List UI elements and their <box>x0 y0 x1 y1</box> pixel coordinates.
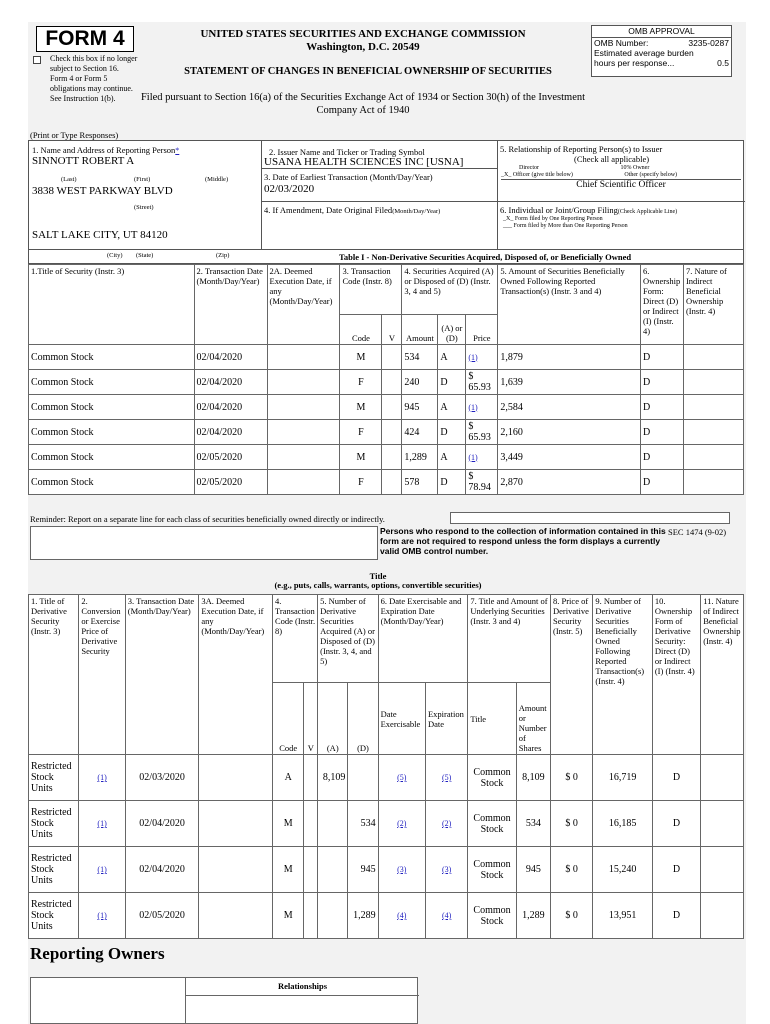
amendment-date-format: (Month/Day/Year) <box>392 208 441 215</box>
t2-price: $ 0 <box>551 847 593 893</box>
t2-owned: 15,240 <box>593 847 652 893</box>
other-option: Other (specify below) <box>624 172 678 178</box>
footnote-link[interactable]: (4) <box>397 911 407 920</box>
table-row <box>29 893 744 939</box>
t1-owned: 1,639 <box>498 370 641 395</box>
t2-price: $ 0 <box>551 755 593 801</box>
t1-col-deemed: 2A. Deemed Execution Date, if any (Month/Day/Year) <box>267 265 340 345</box>
sec-form-code: SEC 1474 (9-02) <box>668 527 727 537</box>
t1-code: M <box>340 445 382 470</box>
omb-hours: 0.5 <box>717 58 729 68</box>
t2-deemed <box>199 847 273 893</box>
t2-price: $ 0 <box>551 801 593 847</box>
t2-code: M <box>272 847 304 893</box>
agency-name: UNITED STATES SECURITIES AND EXCHANGE COMMISSION <box>200 28 526 40</box>
t1-owned: 2,160 <box>498 420 641 445</box>
t1-owned: 2,870 <box>498 470 641 495</box>
footnote-link[interactable]: (3) <box>441 865 452 874</box>
t1-form: D <box>640 445 683 470</box>
issuer-name: USANA HEALTH SCIENCES INC [USNA] <box>264 156 464 168</box>
t1-nature <box>683 445 743 470</box>
t1-amount: 240 <box>402 370 438 395</box>
filing-type-label: 6. Individual or Joint/Group Filing <box>500 205 618 215</box>
t2-a <box>318 801 348 847</box>
t2-dex <box>378 755 425 801</box>
t2-d: 945 <box>348 847 378 893</box>
officer-title: Chief Scientific Officer <box>501 179 741 190</box>
t1-price <box>466 345 498 370</box>
t2-utitle: Common Stock <box>468 847 516 893</box>
amendment-label: 4. If Amendment, Date Original Filed <box>264 205 393 215</box>
t2-price: $ 0 <box>551 893 593 939</box>
t1-code: M <box>340 345 382 370</box>
t1-form: D <box>640 370 683 395</box>
t1-col-nature: 7. Nature of Indirect Beneficial Ownership (Instr. 4) <box>683 265 743 345</box>
t2-date: 02/04/2020 <box>125 847 199 893</box>
statement-title: STATEMENT OF CHANGES IN BENEFICIAL OWNERSHIP OF SECURITIES <box>184 66 552 77</box>
t2-code: M <box>272 801 304 847</box>
t2-nature <box>701 801 744 847</box>
t1-price: $ 65.93 <box>466 370 498 395</box>
price-footnote-link[interactable]: (1) <box>468 352 478 362</box>
table-row <box>29 395 744 420</box>
t1-nature <box>683 470 743 495</box>
table2-title: Title <box>369 571 387 581</box>
footnote-link[interactable]: (5) <box>441 773 452 782</box>
t2-col-title: 1. Title of Derivative Security (Instr. 3) <box>29 595 79 755</box>
table-row <box>29 345 744 370</box>
t1-sub-aord: (A) or (D) <box>438 315 466 345</box>
t2-col-form: 10. Ownership Form of Derivative Security: Direct (D) or Indirect (I) (Instr. 4) <box>652 595 700 755</box>
table-row <box>29 370 744 395</box>
earliest-date-label: 3. Date of Earliest Transaction (Month/Day/Year) <box>264 172 433 182</box>
t1-code: M <box>340 395 382 420</box>
t1-deemed <box>267 420 340 445</box>
print-type-note: (Print or Type Responses) <box>30 130 119 140</box>
t2-sub-v: V <box>304 683 318 755</box>
t2-d <box>348 755 378 801</box>
t1-code: F <box>340 420 382 445</box>
t2-sub-exp: Expiration Date <box>425 683 467 755</box>
relationships-header: Relationships <box>277 981 328 991</box>
t2-owned: 16,719 <box>593 755 652 801</box>
table1-title: Table I - Non-Derivative Securities Acquired, Disposed of, or Beneficially Owned <box>339 252 632 262</box>
relationship-check-note: (Check all applicable) <box>574 154 650 164</box>
t2-a <box>318 893 348 939</box>
t1-title: Common Stock <box>29 395 195 420</box>
derivative-table <box>28 594 744 939</box>
t1-title: Common Stock <box>29 420 195 445</box>
t2-a <box>318 847 348 893</box>
omb-title: OMB APPROVAL <box>592 26 731 38</box>
t1-code: F <box>340 370 382 395</box>
t1-form: D <box>640 420 683 445</box>
t2-form: D <box>652 755 700 801</box>
t2-utitle: Common Stock <box>468 801 516 847</box>
form-page <box>28 22 746 1024</box>
t1-v <box>382 345 402 370</box>
footnote-link[interactable]: (1) <box>97 911 107 920</box>
t2-deemed <box>199 893 273 939</box>
t2-v <box>304 847 318 893</box>
t1-nature <box>683 370 743 395</box>
t2-a: 8,109 <box>318 755 348 801</box>
t1-nature <box>683 395 743 420</box>
t2-dex <box>378 847 425 893</box>
t2-nature <box>701 755 744 801</box>
t1-v <box>382 370 402 395</box>
t1-form: D <box>640 395 683 420</box>
table2-subtitle: (e.g., puts, calls, warrants, options, convertible securities) <box>274 580 482 590</box>
t2-exp <box>425 893 467 939</box>
t1-ad: A <box>438 445 466 470</box>
t1-price <box>466 395 498 420</box>
t1-owned: 1,879 <box>498 345 641 370</box>
t1-date: 02/05/2020 <box>194 445 267 470</box>
reporting-person-footnote-link[interactable]: * <box>175 146 180 155</box>
t2-conv <box>79 801 125 847</box>
t2-col-underlying: 7. Title and Amount of Underlying Securities (Instr. 3 and 4) <box>468 595 551 683</box>
t2-uamt: 534 <box>516 801 550 847</box>
reporting-person-name: SINNOTT ROBERT A <box>32 155 135 167</box>
t1-col-owned: 5. Amount of Securities Beneficially Owned Following Reported Transaction(s) (Instr. 3 and 4) <box>498 265 641 345</box>
footnote-link[interactable]: (3) <box>397 865 407 874</box>
t2-sub-a: (A) <box>318 683 348 755</box>
t1-title: Common Stock <box>29 470 195 495</box>
t2-exp <box>425 801 467 847</box>
t1-price: $ 78.94 <box>466 470 498 495</box>
t1-price <box>466 445 498 470</box>
t2-date: 02/04/2020 <box>125 801 199 847</box>
t1-date: 02/04/2020 <box>194 395 267 420</box>
officer-option: _X_ Officer (give title below) <box>501 172 573 178</box>
t1-form: D <box>640 470 683 495</box>
t2-d: 534 <box>348 801 378 847</box>
t2-conv <box>79 893 125 939</box>
t2-deemed <box>199 755 273 801</box>
t2-dex <box>378 801 425 847</box>
street-address: 3838 WEST PARKWAY BLVD <box>32 185 173 197</box>
agency-header <box>168 28 558 54</box>
t2-sub-d: (D) <box>348 683 378 755</box>
table-row <box>29 801 744 847</box>
t2-date: 02/03/2020 <box>125 755 199 801</box>
t2-sub-date-ex: Date Exercisable <box>378 683 425 755</box>
t2-col-deemed: 3A. Deemed Execution Date, if any (Month/Day/Year) <box>199 595 273 755</box>
t1-amount: 945 <box>402 395 438 420</box>
t1-sub-code: Code <box>340 315 382 345</box>
t2-owned: 13,951 <box>593 893 652 939</box>
table-row <box>29 445 744 470</box>
omb-number-label: OMB Number: <box>594 38 649 48</box>
footnote-link[interactable]: (2) <box>397 819 407 828</box>
price-footnote-link[interactable]: (1) <box>468 402 478 412</box>
more-persons-option: ___ Form filed by More than One Reporting Person <box>503 223 628 229</box>
t2-nature <box>701 847 744 893</box>
t1-amount: 1,289 <box>402 445 438 470</box>
t1-nature <box>683 345 743 370</box>
t2-conv <box>79 755 125 801</box>
non-derivative-table <box>28 264 744 495</box>
t2-col-exercisable: 6. Date Exercisable and Expiration Date (Month/Day/Year) <box>378 595 468 683</box>
t1-price: $ 65.93 <box>466 420 498 445</box>
t1-form: D <box>640 345 683 370</box>
t1-col-date: 2. Transaction Date (Month/Day/Year) <box>194 265 267 345</box>
table2-header <box>178 572 578 590</box>
form-name: FORM 4 <box>36 26 134 52</box>
t1-date: 02/04/2020 <box>194 370 267 395</box>
no-longer-subject-checkbox[interactable] <box>33 56 41 64</box>
footnote-link[interactable]: (4) <box>441 911 452 920</box>
price-footnote-link[interactable]: (1) <box>468 452 478 462</box>
t2-dex <box>378 893 425 939</box>
t2-exp <box>425 847 467 893</box>
t1-amount: 578 <box>402 470 438 495</box>
street-label: (Street) <box>134 204 154 211</box>
footnote-link[interactable]: (1) <box>97 865 107 874</box>
omb-number: 3235-0287 <box>688 38 729 48</box>
t1-deemed <box>267 370 340 395</box>
t1-col-form: 6. Ownership Form: Direct (D) or Indirect (I) (Instr. 4) <box>640 265 683 345</box>
footnote-link[interactable]: (5) <box>397 773 407 782</box>
t1-title: Common Stock <box>29 345 195 370</box>
omb-burden-label: Estimated average burden <box>594 48 694 58</box>
reporting-person-label: 1. Name and Address of Reporting Person <box>32 145 176 155</box>
t1-col-title: 1.Title of Security (Instr. 3) <box>29 265 195 345</box>
t1-title: Common Stock <box>29 445 195 470</box>
t2-d: 1,289 <box>348 893 378 939</box>
t2-form: D <box>652 801 700 847</box>
t1-col-acquired: 4. Securities Acquired (A) or Disposed of (D) (Instr. 3, 4 and 5) <box>402 265 498 315</box>
last-label: (Last) <box>61 176 77 183</box>
t1-deemed <box>267 470 340 495</box>
city-state-zip: SALT LAKE CITY, UT 84120 <box>32 229 168 241</box>
t2-date: 02/05/2020 <box>125 893 199 939</box>
t2-code: A <box>272 755 304 801</box>
t2-sub-amount: Amount or Number of Shares <box>516 683 550 755</box>
one-person-option: _X_ Form filed by One Reporting Person <box>503 216 603 222</box>
t2-code: M <box>272 893 304 939</box>
table-row <box>29 470 744 495</box>
state-label: (State) <box>136 252 154 259</box>
t2-utitle: Common Stock <box>468 893 516 939</box>
table-row <box>29 420 744 445</box>
t2-uamt: 945 <box>516 847 550 893</box>
persons-notice: Persons who respond to the collection of information contained in this form are not required to respond unless the form displays a currently valid OMB control number. <box>380 526 666 556</box>
t1-v <box>382 420 402 445</box>
t2-v <box>304 801 318 847</box>
t2-conv <box>79 847 125 893</box>
omb-hours-label: hours per response... <box>594 58 675 68</box>
t2-exp <box>425 755 467 801</box>
t2-col-owned: 9. Number of Derivative Securities Beneficially Owned Following Reported Transaction(s) (Instr. 4) <box>593 595 652 755</box>
t2-uamt: 8,109 <box>516 755 550 801</box>
t1-code: F <box>340 470 382 495</box>
t1-owned: 3,449 <box>498 445 641 470</box>
t1-v <box>382 445 402 470</box>
footnote-link[interactable]: (1) <box>97 819 107 828</box>
t1-sub-price: Price <box>466 315 498 345</box>
t1-nature <box>683 420 743 445</box>
filed-pursuant: Filed pursuant to Section 16(a) of the Securities Exchange Act of 1934 or Section 30(h) of the Investment Company Act of 1940 <box>140 92 586 116</box>
ten-percent-owner-option: 10% Owner <box>620 165 650 171</box>
t1-date: 02/04/2020 <box>194 345 267 370</box>
t1-sub-amount: Amount <box>402 315 438 345</box>
t2-title: Restricted Stock Units <box>29 755 79 801</box>
t1-date: 02/05/2020 <box>194 470 267 495</box>
footnote-link[interactable]: (2) <box>441 819 452 828</box>
t1-deemed <box>267 445 340 470</box>
t1-ad: A <box>438 395 466 420</box>
t1-ad: D <box>438 470 466 495</box>
t2-col-conversion: 2. Conversion or Exercise Price of Derivative Security <box>79 595 125 755</box>
t1-amount: 534 <box>402 345 438 370</box>
t2-form: D <box>652 893 700 939</box>
agency-city: Washington, D.C. 20549 <box>306 41 420 53</box>
city-label: (City) <box>107 252 123 259</box>
reporting-owners-table <box>30 977 418 1024</box>
t2-utitle: Common Stock <box>468 755 516 801</box>
relationship-label: 5. Relationship of Reporting Person(s) to Issuer <box>500 144 663 154</box>
t2-deemed <box>199 801 273 847</box>
t1-v <box>382 470 402 495</box>
t2-uamt: 1,289 <box>516 893 550 939</box>
t2-title: Restricted Stock Units <box>29 893 79 939</box>
t2-col-code: 4. Transaction Code (Instr. 8) <box>272 595 317 683</box>
t1-amount: 424 <box>402 420 438 445</box>
t1-ad: D <box>438 420 466 445</box>
checkbox-instruction: Check this box if no longer subject to Section 16. Form 4 or Form 5 obligations may continue. See Instruction 1(b). <box>50 54 138 103</box>
filing-type-note: (Check Applicable Line) <box>617 209 678 215</box>
issuer-label: 2. Issuer Name and Ticker or Trading Symbol <box>269 147 425 157</box>
t2-owned: 16,185 <box>593 801 652 847</box>
t1-title: Common Stock <box>29 370 195 395</box>
table-row <box>29 755 744 801</box>
t1-col-code: 3. Transaction Code (Instr. 8) <box>340 265 402 315</box>
t2-title: Restricted Stock Units <box>29 847 79 893</box>
middle-label: (Middle) <box>205 176 229 183</box>
t2-nature <box>701 893 744 939</box>
t2-sub-title: Title <box>468 683 516 755</box>
t2-title: Restricted Stock Units <box>29 801 79 847</box>
t2-col-nature: 11. Nature of Indirect Beneficial Ownership (Instr. 4) <box>701 595 744 755</box>
director-option: Director <box>519 165 539 171</box>
t1-ad: D <box>438 370 466 395</box>
t1-deemed <box>267 345 340 370</box>
t2-col-date: 3. Transaction Date (Month/Day/Year) <box>125 595 199 755</box>
reminder-text: Reminder: Report on a separate line for each class of securities beneficially owned directly or indirectly. <box>30 514 385 524</box>
t2-form: D <box>652 847 700 893</box>
zip-label: (Zip) <box>216 252 230 259</box>
t2-v <box>304 893 318 939</box>
omb-approval-box <box>591 25 732 77</box>
footnote-link[interactable]: (1) <box>97 773 107 782</box>
t1-v <box>382 395 402 420</box>
first-label: (First) <box>134 176 151 183</box>
table-row <box>29 847 744 893</box>
t1-date: 02/04/2020 <box>194 420 267 445</box>
t2-col-price: 8. Price of Derivative Security (Instr. 5) <box>551 595 593 755</box>
t1-ad: A <box>438 345 466 370</box>
t2-col-number: 5. Number of Derivative Securities Acquired (A) or Disposed of (D) (Instr. 3, 4, and 5) <box>318 595 378 683</box>
t1-owned: 2,584 <box>498 395 641 420</box>
t2-v <box>304 755 318 801</box>
t1-deemed <box>267 395 340 420</box>
reporting-owners-title: Reporting Owners <box>30 944 165 963</box>
t1-sub-v: V <box>382 315 402 345</box>
reporting-header-box <box>28 140 744 250</box>
earliest-date: 02/03/2020 <box>264 183 315 195</box>
t2-sub-code: Code <box>272 683 304 755</box>
